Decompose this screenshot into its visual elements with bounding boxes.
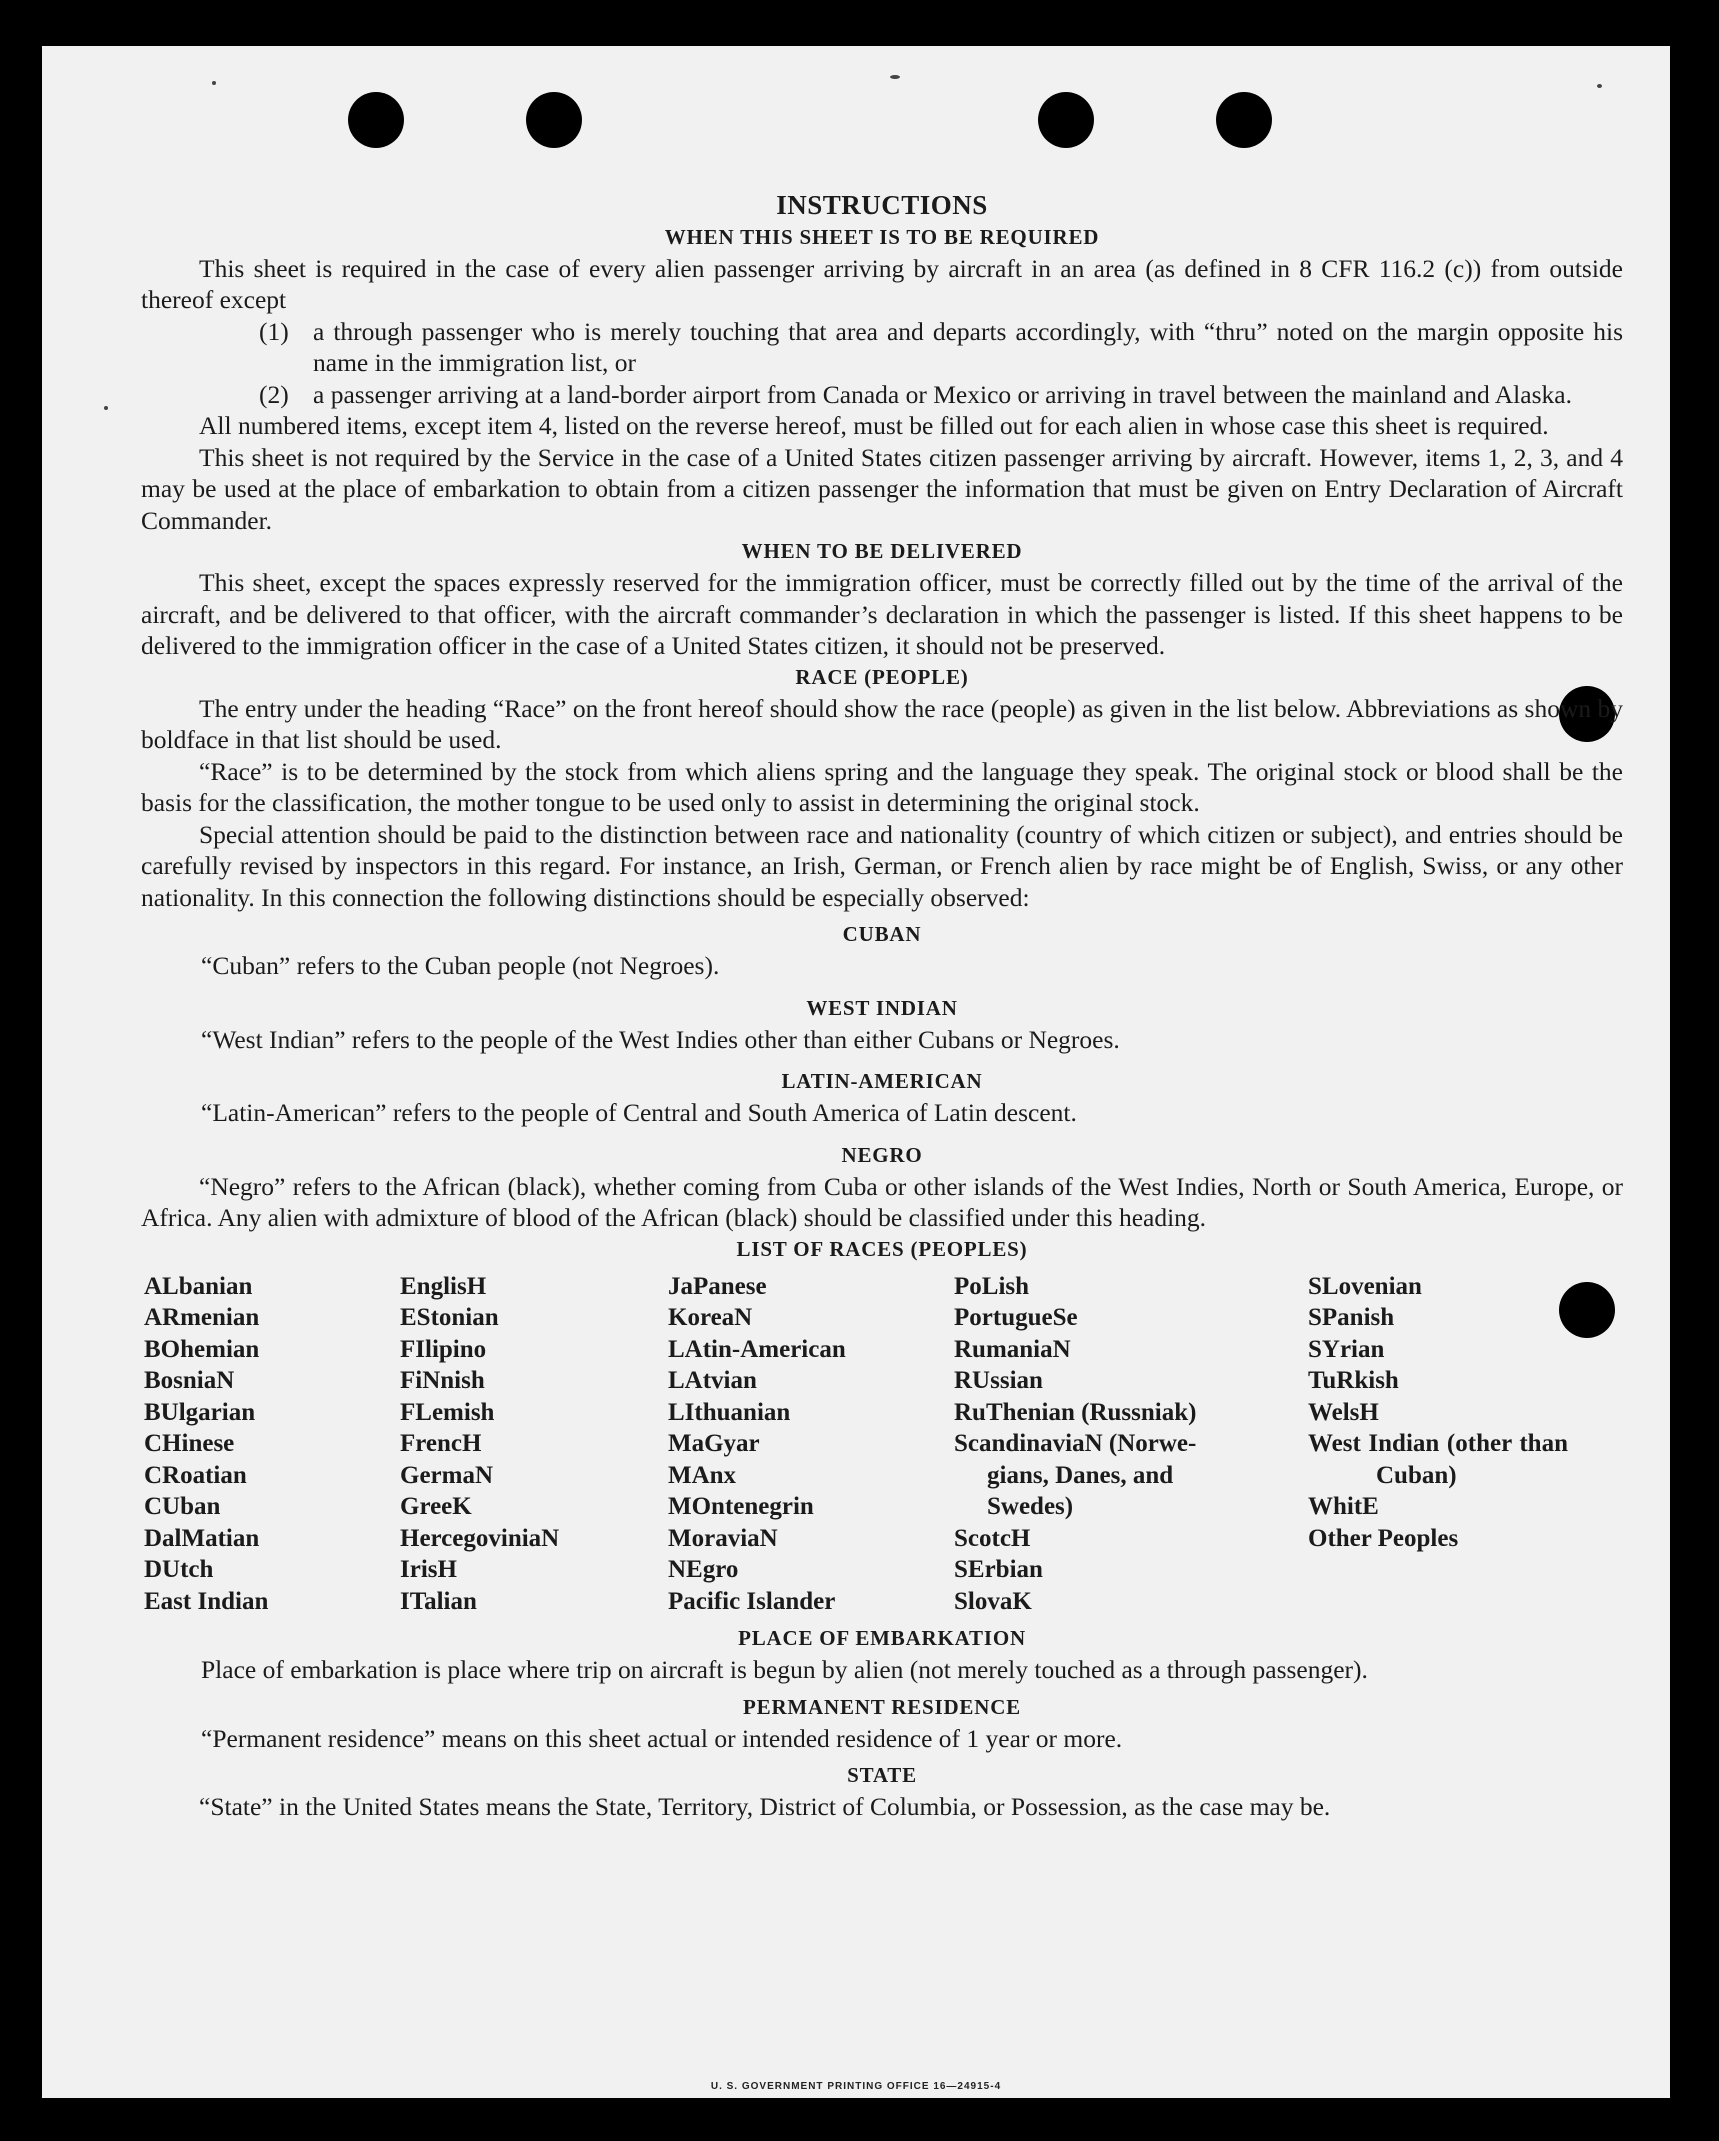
race-entry: ScandinaviaN (Norwe- bbox=[954, 1430, 1197, 1457]
race-entry: ITalian bbox=[400, 1587, 477, 1615]
race-entry: Other Peoples bbox=[1308, 1524, 1459, 1552]
heading-when-required: WHEN THIS SHEET IS TO BE REQUIRED bbox=[664, 224, 1100, 249]
punch-hole-top-3 bbox=[1038, 92, 1094, 148]
race-entry: SYrian bbox=[1308, 1335, 1385, 1363]
race-entry: FIlipino bbox=[400, 1335, 487, 1363]
races-column-4 bbox=[954, 1271, 1308, 1618]
races-column-3 bbox=[668, 1271, 954, 1618]
state-paragraph: “State” in the United States means the State, Territory, District of Columbia, or Possession, as the case may be. bbox=[199, 1792, 1331, 1821]
race-entry: LAtvian bbox=[668, 1367, 757, 1394]
race-entry: MaGyar bbox=[668, 1430, 760, 1457]
race-entry: DUtch bbox=[144, 1556, 214, 1583]
item-text: a passenger arriving at a land-border airport from Canada or Mexico or arriving in travel between the mainland and Alaska. bbox=[313, 379, 1572, 409]
item-text: a through passenger who is merely touching that area and departs accordingly, with “thru” noted on the margin opposite his name in the immigration list, or bbox=[313, 316, 1623, 377]
punch-hole-top-4 bbox=[1216, 92, 1272, 148]
race-entry: SLovenian bbox=[1308, 1272, 1422, 1300]
race-entry: KoreaN bbox=[668, 1304, 753, 1331]
exception-item-1 bbox=[141, 316, 1623, 379]
race-entry: ARmenian bbox=[144, 1304, 260, 1331]
paper-speck bbox=[890, 75, 900, 79]
citizen-paragraph: This sheet is not required by the Service in the case of a United States citizen passenger arriving by aircraft. However, items 1, 2, 3, and 4 may be used at the place of embarkation to obtain from a citizen passenger the information that must be given on Entry Declaration of Aircraft Commander. bbox=[141, 442, 1623, 535]
heading-race: RACE (PEOPLE) bbox=[795, 664, 969, 689]
heading-west-indian: WEST INDIAN bbox=[806, 995, 958, 1020]
race-entry: CUban bbox=[144, 1493, 221, 1520]
race-entry: HercegoviniaN bbox=[400, 1524, 560, 1552]
race-entry: DalMatian bbox=[144, 1524, 260, 1552]
heading-permanent-residence: PERMANENT RESIDENCE bbox=[743, 1694, 1021, 1719]
punch-hole-top-1 bbox=[348, 92, 404, 148]
races-list bbox=[141, 1271, 1623, 1618]
printing-office-footer: U. S. GOVERNMENT PRINTING OFFICE 16—24915-4 bbox=[710, 2081, 1002, 2092]
paper-speck bbox=[1597, 84, 1602, 88]
heading-state: STATE bbox=[847, 1763, 917, 1787]
residence-paragraph: “Permanent residence” means on this sheet actual or intended residence of 1 year or more. bbox=[201, 1723, 1123, 1753]
race-entry: FiNnish bbox=[400, 1367, 485, 1394]
race-entry: BOhemian bbox=[144, 1335, 260, 1363]
race-entry: CHinese bbox=[144, 1430, 235, 1457]
race-entry: LAtin-American bbox=[668, 1335, 846, 1363]
race-entry: WelsH bbox=[1308, 1398, 1379, 1426]
definition-cuban: “Cuban” refers to the Cuban people (not Negroes). bbox=[201, 951, 720, 980]
races-column-2 bbox=[400, 1271, 668, 1618]
race-entry: SlovaK bbox=[954, 1587, 1032, 1615]
race-entry: GreeK bbox=[400, 1493, 472, 1520]
race-entry: PoLish bbox=[954, 1272, 1030, 1300]
race-entry: gians, Danes, and bbox=[987, 1461, 1174, 1489]
race-entry: FLemish bbox=[400, 1398, 495, 1426]
paper-speck bbox=[104, 406, 108, 410]
definition-negro: “Negro” refers to the African (black), whether coming from Cuba or other islands of the West Indies, North or South America, Europe, or Africa. Any alien with admixture of blood of the African (black) should be classified under this heading. bbox=[141, 1171, 1623, 1232]
instructions-content bbox=[141, 144, 1623, 1823]
race-entry: ALbanian bbox=[144, 1272, 253, 1300]
race-paragraph-1: The entry under the heading “Race” on the front hereof should show the race (people) as given in the list below. Abbreviations as shown by boldface in that list should be used. bbox=[141, 693, 1623, 754]
race-entry: EnglisH bbox=[400, 1272, 487, 1300]
race-entry: NEgro bbox=[668, 1556, 739, 1583]
race-entry: RuThenian (Russniak) bbox=[954, 1398, 1197, 1426]
required-intro: This sheet is required in the case of every alien passenger arriving by aircraft in an area (as defined in 8 CFR 116.2 (c)) from outside thereof except bbox=[141, 253, 1623, 314]
heading-embarkation: PLACE OF EMBARKATION bbox=[738, 1626, 1026, 1650]
race-entry: MoraviaN bbox=[668, 1524, 778, 1552]
race-entry: TuRkish bbox=[1308, 1367, 1399, 1394]
race-entry: FrencH bbox=[400, 1430, 482, 1457]
race-entry: RUssian bbox=[954, 1367, 1043, 1394]
race-entry: LIthuanian bbox=[668, 1398, 791, 1426]
document-page bbox=[42, 46, 1670, 2098]
heading-latin-american: LATIN-AMERICAN bbox=[781, 1069, 983, 1093]
race-entry: WhitE bbox=[1308, 1493, 1379, 1520]
race-entry: SPanish bbox=[1308, 1304, 1395, 1331]
race-entry: PortugueSe bbox=[954, 1304, 1078, 1331]
races-column-5 bbox=[1308, 1271, 1568, 1618]
delivered-paragraph: This sheet, except the spaces expressly reserved for the immigration officer, must be correctly filled out by the time of the arrival of the aircraft, and be delivered to that officer, with the aircraft commander’s declaration in which the passenger is listed. If this sheet happens to be delivered to the immigration officer in the case of a United States citizen, it should not be preserved. bbox=[141, 568, 1623, 660]
embarkation-paragraph: Place of embarkation is place where trip on aircraft is begun by alien (not merely touched as a through passenger). bbox=[201, 1655, 1368, 1684]
race-entry: RumaniaN bbox=[954, 1335, 1071, 1363]
heading-list-of-races: LIST OF RACES (PEOPLES) bbox=[736, 1236, 1028, 1261]
heading-when-delivered: WHEN TO BE DELIVERED bbox=[741, 539, 1023, 563]
race-paragraph-2: “Race” is to be determined by the stock from which aliens spring and the language they speak. The original stock or blood shall be the basis for the classification, the mother tongue to be used only to assist in determining the original stock. bbox=[141, 756, 1623, 817]
race-entry: JaPanese bbox=[668, 1272, 767, 1300]
heading-cuban: CUBAN bbox=[842, 922, 922, 946]
numbered-items-paragraph: All numbered items, except item 4, listed on the reverse hereof, must be filled out for each alien in whose case this sheet is required. bbox=[199, 411, 1549, 440]
item-number: (1) bbox=[259, 316, 289, 346]
race-entry: West Indian (other than Cuban) bbox=[1308, 1430, 1568, 1489]
race-entry: MAnx bbox=[668, 1461, 737, 1489]
race-entry: ScotcH bbox=[954, 1524, 1031, 1552]
race-entry: East Indian bbox=[144, 1587, 269, 1615]
punch-hole-top-2 bbox=[526, 92, 582, 148]
race-entry: BUlgarian bbox=[144, 1398, 256, 1426]
heading-negro: NEGRO bbox=[841, 1142, 923, 1167]
race-entry: IrisH bbox=[400, 1556, 457, 1583]
paper-speck bbox=[212, 81, 216, 85]
race-entry: CRoatian bbox=[144, 1461, 247, 1489]
race-entry: Pacific Islander bbox=[668, 1587, 836, 1615]
race-entry: SErbian bbox=[954, 1556, 1043, 1583]
definition-west-indian: “West Indian” refers to the people of the West Indies other than either Cubans or Negroes. bbox=[201, 1024, 1120, 1054]
race-paragraph-3: Special attention should be paid to the distinction between race and nationality (country of which citizen or subject), and entries should be carefully revised by inspectors in this regard. For instance, an Irish, German, or French alien by race might be of English, Swiss, or any other nationality. In this connection the following distinctions should be especially observed: bbox=[141, 819, 1623, 912]
race-entry: GermaN bbox=[400, 1461, 494, 1489]
race-entry: BosniaN bbox=[144, 1367, 235, 1394]
exception-item-2 bbox=[141, 379, 1623, 411]
page-title: INSTRUCTIONS bbox=[776, 190, 988, 220]
races-column-1 bbox=[144, 1271, 400, 1618]
race-entry: MOntenegrin bbox=[668, 1493, 814, 1520]
race-entry: Swedes) bbox=[987, 1493, 1074, 1520]
race-entry: EStonian bbox=[400, 1304, 499, 1331]
item-number: (2) bbox=[259, 379, 289, 409]
definition-latin-american: “Latin-American” refers to the people of Central and South America of Latin descent. bbox=[201, 1098, 1077, 1127]
